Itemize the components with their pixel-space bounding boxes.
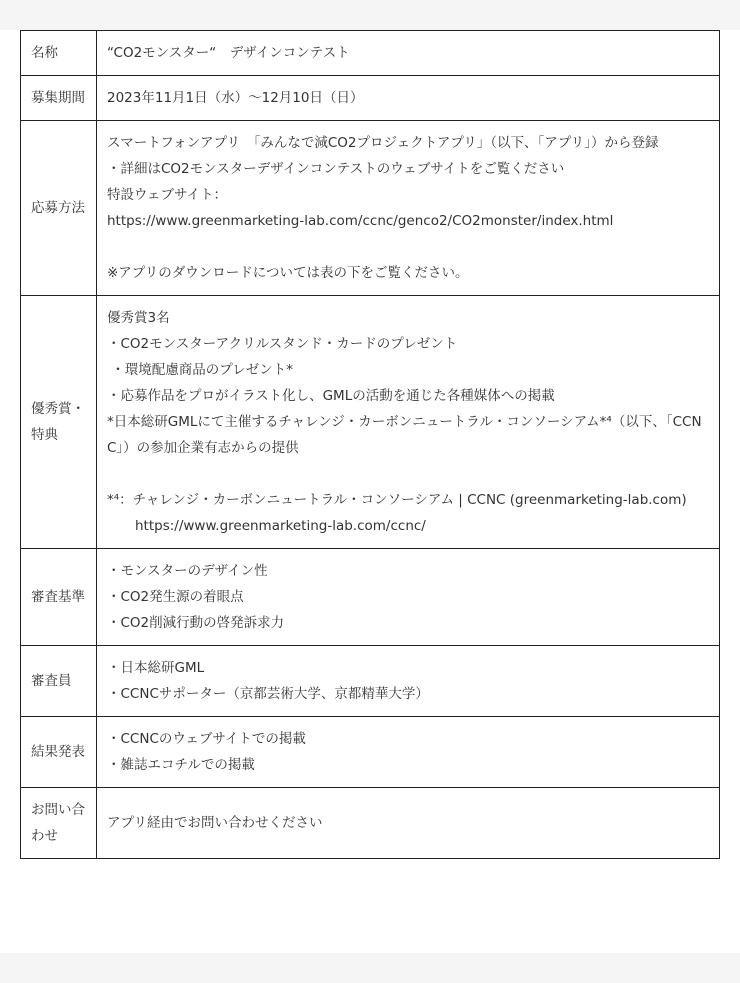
prize-line: *日本総研GMLにて主催するチャレンジ・カーボンニュートラル・コンソーシアム*⁴（以下、「CCNC」）の参加企業有志からの提供	[107, 414, 702, 456]
contest-info-table	[20, 30, 720, 859]
criteria-line: ・モンスターのデザイン性	[107, 563, 268, 579]
row-value	[97, 296, 720, 549]
special-site-link[interactable]: https://www.greenmarketing-lab.com/ccnc/genco2/CO2monster/index.html	[107, 213, 614, 229]
result-line: ・雑誌エコチルでの掲載	[107, 757, 255, 773]
table-row-results	[21, 717, 720, 788]
method-line: 特設ウェブサイト：	[107, 187, 228, 203]
blank-line	[107, 234, 709, 260]
row-value	[97, 788, 720, 859]
contact-text: アプリ経由でお問い合わせください	[107, 815, 323, 831]
row-value	[97, 121, 720, 296]
table-row-method	[21, 121, 720, 296]
result-line: ・CCNCのウェブサイトでの掲載	[107, 731, 306, 747]
method-line: ・詳細はCO2モンスターデザインコンテストのウェブサイトをご覧ください	[107, 161, 565, 177]
method-line: ※アプリのダウンロードについては表の下をご覧ください。	[107, 265, 469, 281]
page-bottom-margin	[0, 953, 740, 983]
document-page	[0, 30, 740, 953]
criteria-line: ・CO2発生源の着眼点	[107, 589, 244, 605]
table-row-judges	[21, 646, 720, 717]
row-label: 募集期間	[21, 76, 97, 121]
row-value	[97, 646, 720, 717]
judge-line: ・CCNCサポーター（京都芸術大学、京都精華大学）	[107, 686, 429, 702]
table-row-criteria	[21, 549, 720, 646]
prize-line: ・応募作品をプロがイラスト化し、GMLの活動を通じた各種媒体への掲載	[107, 388, 555, 404]
blank-line	[107, 461, 709, 487]
row-label: お問い合わせ	[21, 788, 97, 859]
row-value	[97, 717, 720, 788]
row-label: 結果発表	[21, 717, 97, 788]
row-label: 名称	[21, 31, 97, 76]
row-label: 審査基準	[21, 549, 97, 646]
row-label: 応募方法	[21, 121, 97, 296]
period-text: 2023年11月1日（水）～12月10日（日）	[107, 90, 364, 106]
row-value	[97, 76, 720, 121]
prize-line: ・環境配慮商品のプレゼント*	[107, 362, 294, 378]
table-row-contact	[21, 788, 720, 859]
ccnc-site-link[interactable]: *⁴：チャレンジ・カーボンニュートラル・コンソーシアム | CCNC (greenmarketing-lab.com)	[107, 492, 687, 508]
row-label: 審査員	[21, 646, 97, 717]
row-value	[97, 31, 720, 76]
row-label: 優秀賞・特典	[21, 296, 97, 549]
contest-name-text: “CO2モンスター“ デザインコンテスト	[107, 45, 350, 61]
prize-line: ・CO2モンスターアクリルスタンド・カードのプレゼント	[107, 336, 458, 352]
table-row-period	[21, 76, 720, 121]
ccnc-url-link[interactable]: https://www.greenmarketing-lab.com/ccnc/	[135, 518, 426, 534]
prize-line: 優秀賞3名	[107, 310, 170, 326]
judge-line: ・日本総研GML	[107, 660, 205, 676]
table-row-name	[21, 31, 720, 76]
row-value	[97, 549, 720, 646]
table-row-prizes	[21, 296, 720, 549]
criteria-line: ・CO2削減行動の啓発訴求力	[107, 615, 285, 631]
method-line: スマートフォンアプリ 「みんなで減CO2プロジェクトアプリ」（以下、「アプリ」）から登録	[107, 135, 659, 151]
